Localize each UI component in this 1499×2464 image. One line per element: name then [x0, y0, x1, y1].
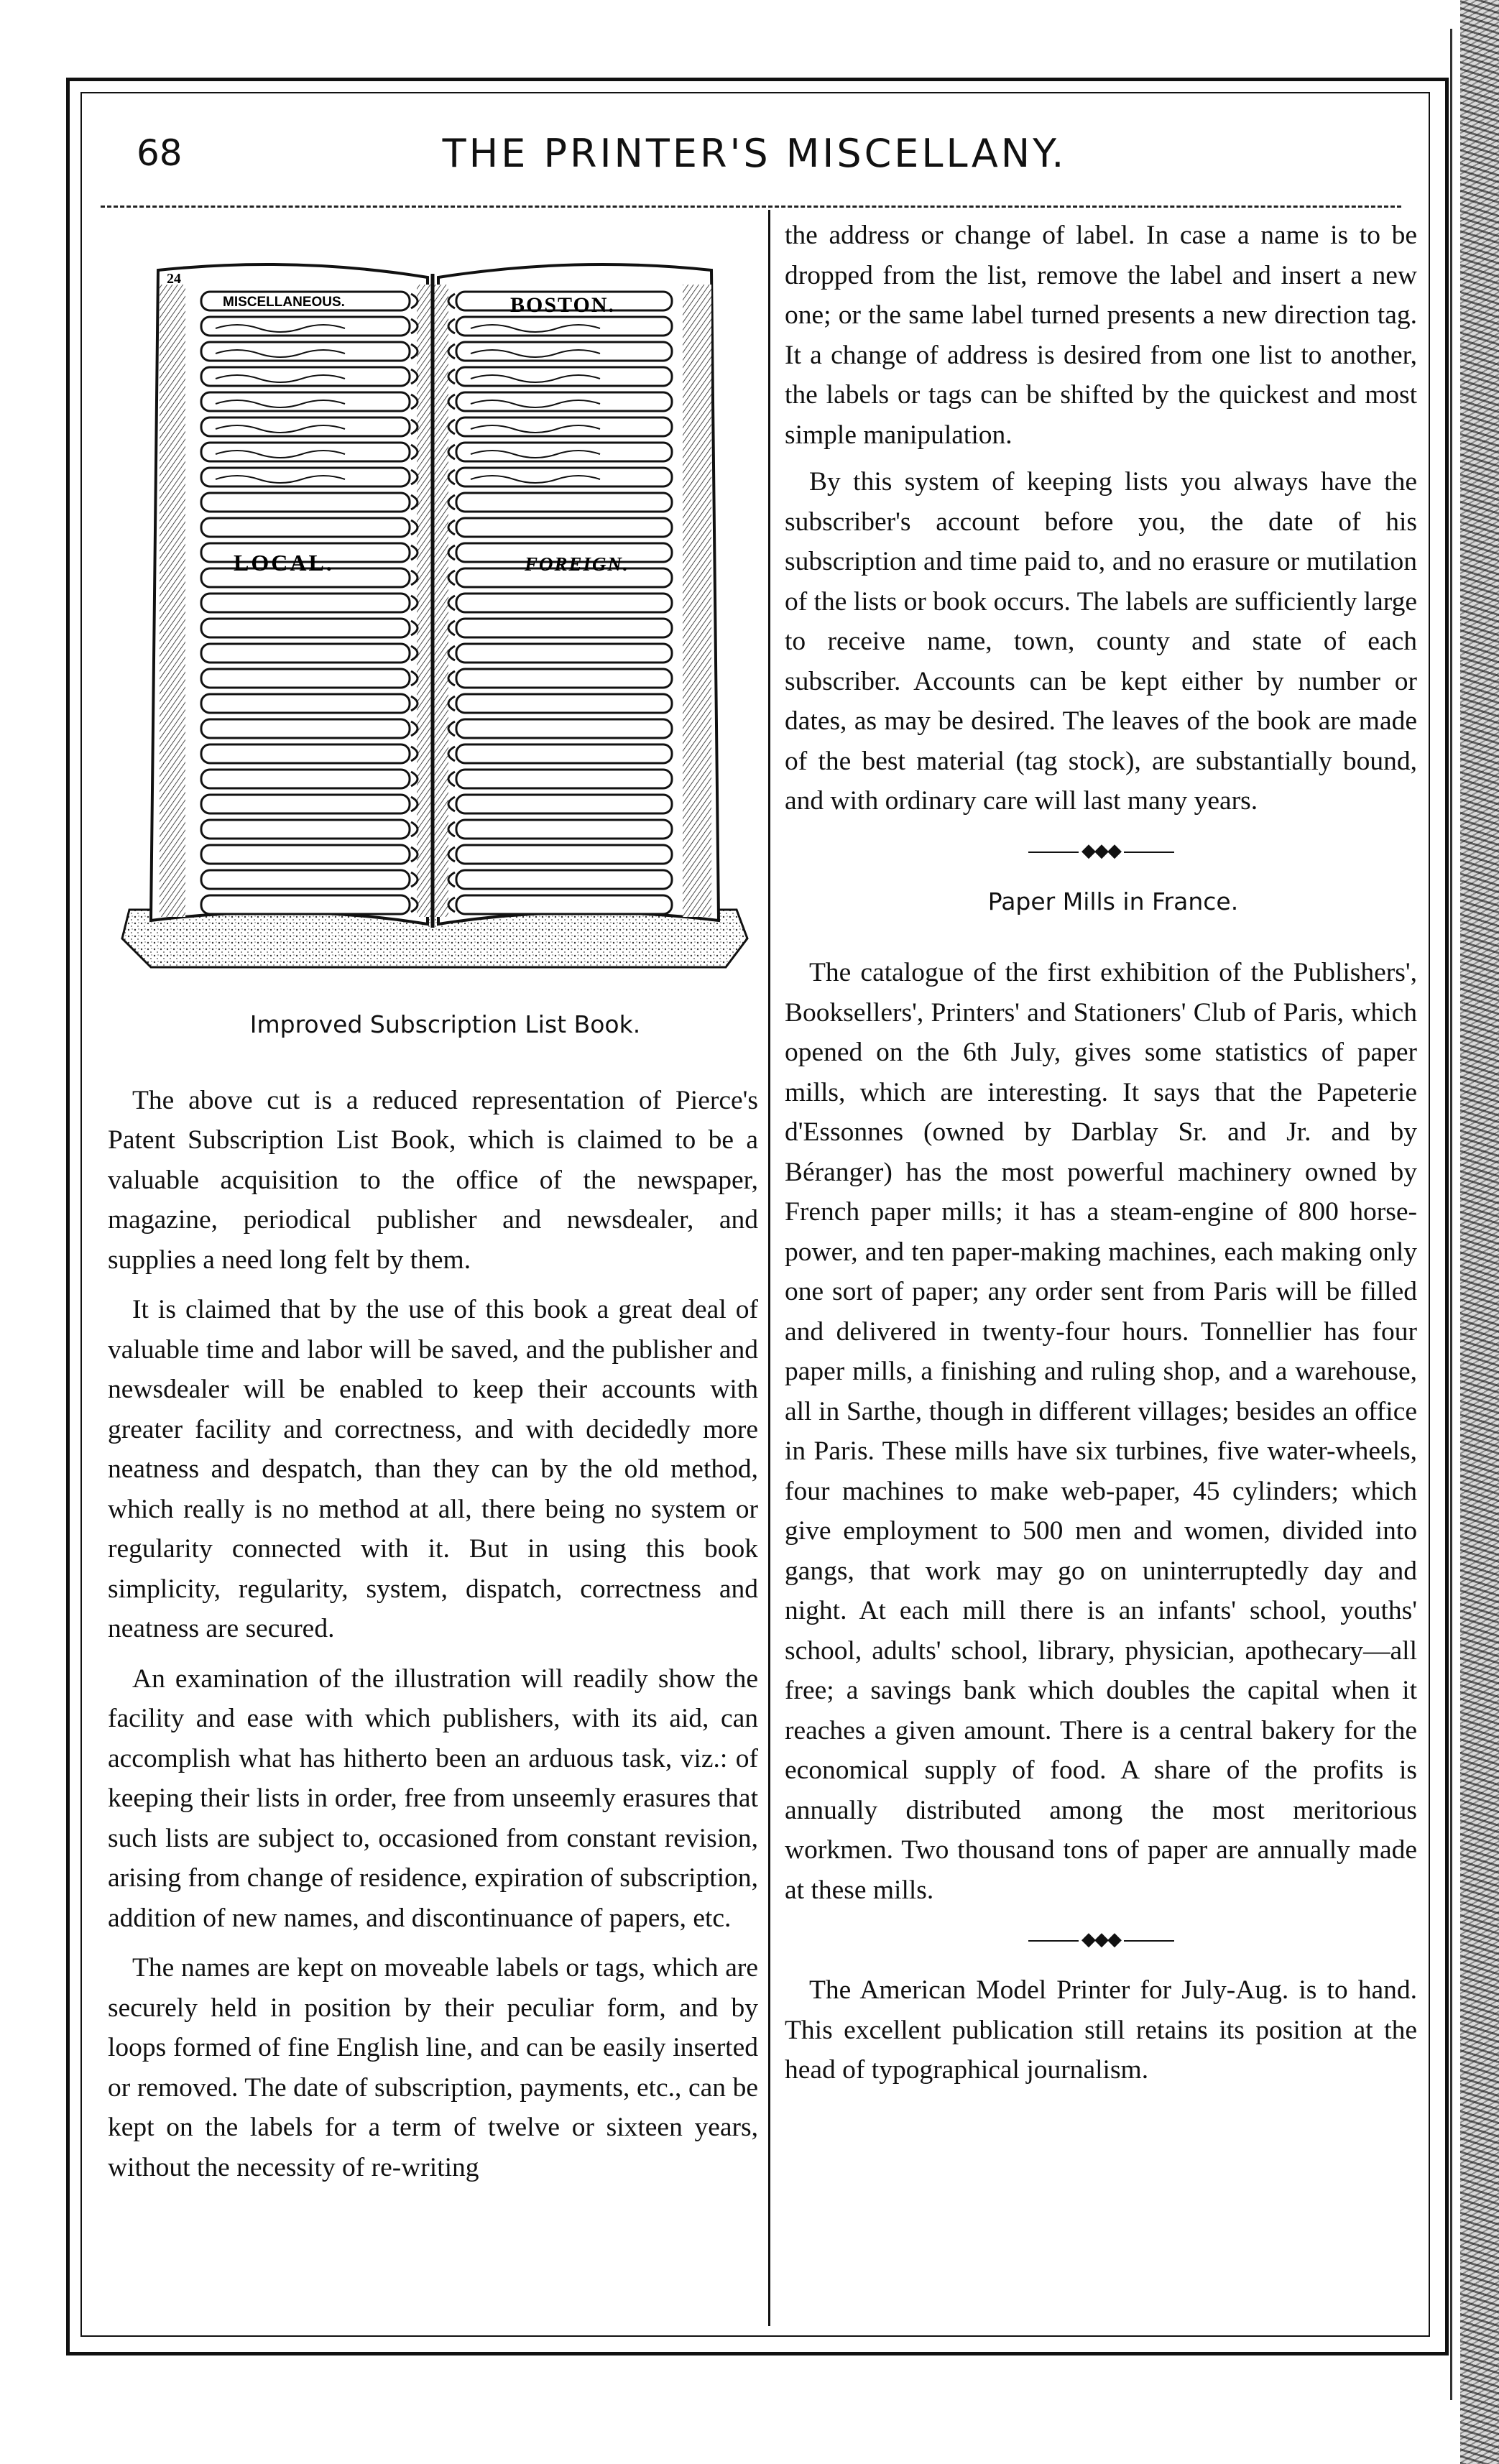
header-rule: [101, 206, 1401, 208]
right-page-heading: BOSTON.: [510, 293, 615, 317]
page-edge-line: [1450, 29, 1452, 2400]
label-tag: [201, 870, 410, 889]
label-tag: [201, 694, 410, 713]
section-ornament: ◆◆◆: [785, 840, 1417, 862]
label-tag: [201, 443, 410, 461]
label-tag: [456, 518, 672, 537]
label-tag: [201, 594, 410, 612]
label-tag: [456, 795, 672, 813]
book-base: [122, 910, 747, 967]
left-column: [108, 216, 758, 2197]
label-tag: [456, 594, 672, 612]
label-tag: [201, 619, 410, 637]
right-section-label: FOREIGN.: [525, 553, 629, 575]
page-number: 68: [137, 132, 183, 174]
left-paragraph-4: The names are kept on moveable labels or tags, which are securely held in position by their peculiar form, and by loops formed of fine English line, and can be easily inserted or removed. The date of subscription, payments, etc., can be kept on the labels for a term of twelve or sixteen years, without the necessity of re-writing: [108, 1953, 758, 2182]
left-paragraph-1: The above cut is a reduced representation of Pierce's Patent Subscription List Book, which is claimed to be a valuable acquisition to the office of the newspaper, magazine, periodical publisher and newsdealer, and supplies a need long felt by them.: [108, 1085, 758, 1275]
page-marker: 24: [167, 271, 181, 287]
label-tag: [201, 493, 410, 512]
running-title: THE PRINTER'S MISCELLANY.: [442, 131, 1067, 176]
label-tag: [201, 669, 410, 688]
illustration-caption: Improved Subscription List Book.: [249, 1010, 641, 1038]
right-paragraph-2: By this system of keeping lists you always have the subscriber's account before you, the date of his subscription and time paid to, and no erasure or mutilation of the lists or book occurs. The labels are sufficiently large to receive name, town, county and state of each subscriber. Accounts can be kept either by number or dates, as may be desired. The leaves of the book are made of the best material (tag stock), are substantially bound, and with ordinary care will last many years.: [785, 467, 1417, 816]
label-tag: [456, 744, 672, 763]
label-tag: [201, 744, 410, 763]
subscription-book-illustration: [108, 249, 758, 974]
label-tag: [201, 367, 410, 386]
label-tag: [201, 317, 410, 336]
left-section-label: LOCAL.: [234, 550, 334, 576]
right-paragraph-3: The catalogue of the first exhibition of the Publishers', Booksellers', Printers' and Stationers' Club of Paris, which opened on the 6th July, gives some statistics of paper mills, which are interesting. It says that the Papeterie d'Essonnes (owned by Darblay Sr. and Jr. and by Béranger) has the most powerful machinery owned by French paper mills; it has a steam-engine of 800 horse-power, and ten paper-making machines, each making only one sort of paper; any order sent from Paris will be filled and delivered in twenty-four hours. Tonnellier has four paper mills, a finishing and ruling shop, and a warehouse, all in Sarthe, though in different villages; besides an office in Paris. These mills have six turbines, five water-wheels, four machines to make web-paper, 45 cylinders; which give employment to 500 men and women, divided into gangs, that work may go on uninterruptedly day and night. At each mill there is an infants' school, youths' school, adults' school, library, physician, apothecary—all free; a savings bank which doubles the capital when it reaches a given amount. There is a central bakery for the economical supply of food. A share of the profits is annually distributed among the most meritorious workmen. Two thousand tons of paper are annually made at these mills.: [785, 958, 1417, 1905]
section-heading-paper-mills: Paper Mills in France.: [987, 887, 1239, 915]
label-tag: [456, 770, 672, 788]
left-paragraph-2: It is claimed that by the use of this book a great deal of valuable time and labor will be saved, and the publisher and newsdealer will be enabled to keep their accounts with greater facility and correctness, and with decidedly more neatness and despatch, than they can by the old method, which really is no method at all, there being no system or regularity connected with it. But in using this book simplicity, regularity, system, dispatch, correctness and neatness are secured.: [108, 1295, 758, 1643]
column-rule: [768, 210, 770, 2326]
label-tag: [201, 644, 410, 663]
label-tag: [456, 820, 672, 839]
label-tag: [201, 468, 410, 486]
left-page-heading: MISCELLANEOUS.: [223, 295, 345, 310]
section-ornament-2: ◆◆◆: [785, 1929, 1417, 1950]
right-paragraph-continuation: the address or change of label. In case a name is to be dropped from the list, remove the label and insert a new one; or the same label turned presents a new direction tag. It a change of address is desired from one list to another, the labels or tags can be shifted by the quickest and most simple manipulation.: [785, 221, 1417, 450]
scan-edge-shadow: [1460, 0, 1499, 2464]
label-tag: [456, 719, 672, 738]
label-tag: [201, 417, 410, 436]
label-tag: [201, 845, 410, 864]
label-tag: [456, 644, 672, 663]
label-tag: [201, 342, 410, 361]
label-tag: [201, 719, 410, 738]
label-tag: [201, 820, 410, 839]
label-tag: [201, 770, 410, 788]
label-tag: [456, 895, 672, 914]
label-tag: [201, 795, 410, 813]
label-tag: [456, 694, 672, 713]
page-header: [108, 122, 1401, 187]
right-paragraph-4: The American Model Printer for July-Aug. is to hand. This excellent publication still retains its position at the head of typographical journalism.: [785, 1975, 1417, 2085]
label-tag: [456, 845, 672, 864]
left-paragraph-3: An examination of the illustration will readily show the facility and ease with which publishers, with its aid, can accomplish what has hitherto been an arduous task, viz.: of keeping their lists in order, free from unseemly erasures that such lists are subject to, occasioned from constant revision, arising from change of residence, expiration of subscription, addition of new names, and discontinuance of papers, etc.: [108, 1664, 758, 1933]
label-tag: [201, 392, 410, 411]
label-tag: [456, 493, 672, 512]
label-tag: [201, 895, 410, 914]
label-tag: [456, 870, 672, 889]
label-tag: [456, 669, 672, 688]
label-tag: [456, 619, 672, 637]
label-tag: [201, 518, 410, 537]
right-column: [785, 216, 1417, 2100]
